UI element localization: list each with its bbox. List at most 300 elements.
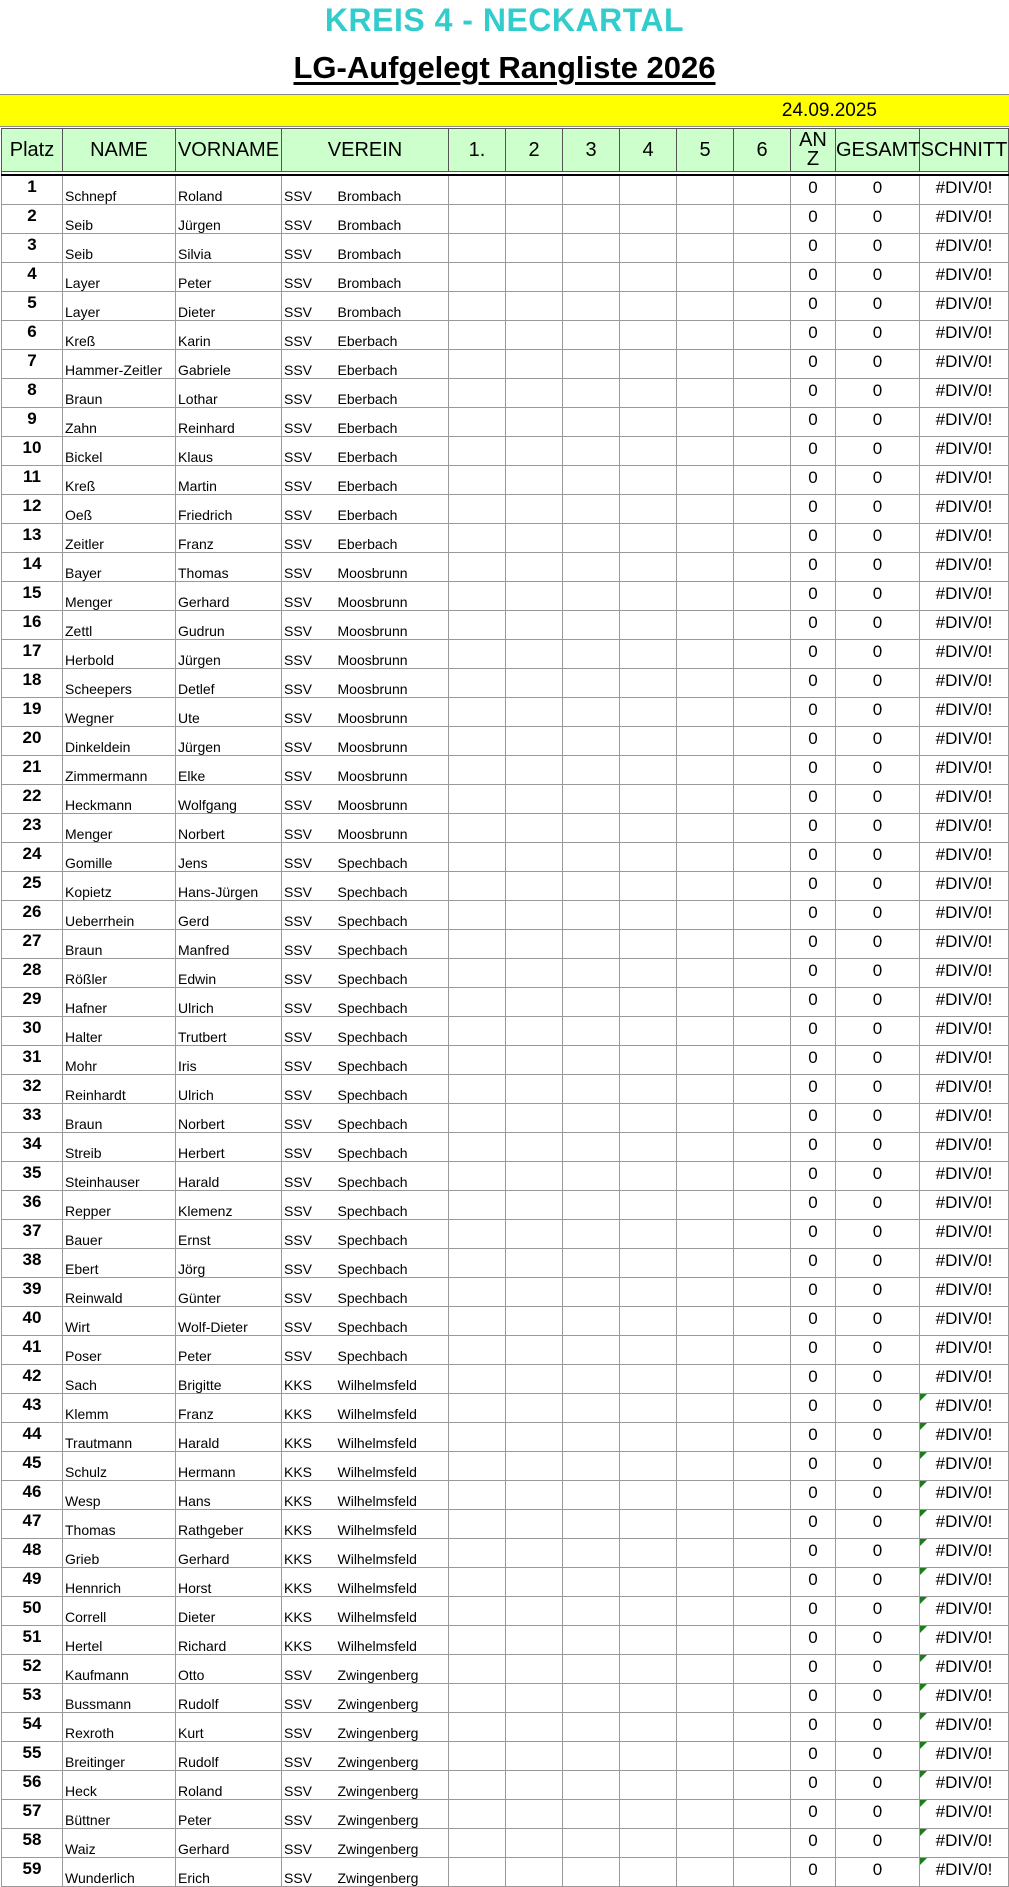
cell-vorname[interactable]: Elke: [176, 756, 282, 785]
cell-gesamt[interactable]: 0: [836, 669, 920, 698]
cell-anz[interactable]: 0: [791, 524, 836, 553]
cell-anz[interactable]: 0: [791, 785, 836, 814]
cell-round-4[interactable]: [620, 1104, 677, 1133]
cell-round-2[interactable]: [506, 1017, 563, 1046]
cell-vorname[interactable]: Jens: [176, 843, 282, 872]
cell-verein-typ[interactable]: SSV: [282, 1075, 336, 1104]
cell-round-4[interactable]: [620, 321, 677, 350]
cell-name[interactable]: Zettl: [63, 611, 176, 640]
cell-verein-ort[interactable]: Moosbrunn: [336, 698, 449, 727]
cell-verein-typ[interactable]: SSV: [282, 988, 336, 1017]
cell-round-6[interactable]: [734, 1858, 791, 1887]
cell-verein-typ[interactable]: SSV: [282, 814, 336, 843]
cell-name[interactable]: Reinhardt: [63, 1075, 176, 1104]
cell-verein-ort[interactable]: Moosbrunn: [336, 611, 449, 640]
cell-platz[interactable]: 1: [2, 175, 63, 205]
cell-name[interactable]: Klemm: [63, 1394, 176, 1423]
cell-vorname[interactable]: Ute: [176, 698, 282, 727]
cell-gesamt[interactable]: 0: [836, 1742, 920, 1771]
cell-round-4[interactable]: [620, 205, 677, 234]
cell-round-5[interactable]: [677, 1829, 734, 1858]
cell-round-6[interactable]: [734, 1568, 791, 1597]
cell-round-5[interactable]: [677, 959, 734, 988]
cell-name[interactable]: Seib: [63, 205, 176, 234]
cell-round-1[interactable]: [449, 1336, 506, 1365]
cell-gesamt[interactable]: 0: [836, 234, 920, 263]
cell-anz[interactable]: 0: [791, 1423, 836, 1452]
cell-name[interactable]: Hennrich: [63, 1568, 176, 1597]
cell-verein-ort[interactable]: Zwingenberg: [336, 1713, 449, 1742]
cell-round-3[interactable]: [563, 1742, 620, 1771]
cell-round-5[interactable]: [677, 901, 734, 930]
cell-verein-ort[interactable]: Brombach: [336, 263, 449, 292]
cell-round-4[interactable]: [620, 553, 677, 582]
cell-verein-typ[interactable]: SSV: [282, 1742, 336, 1771]
cell-verein-ort[interactable]: Zwingenberg: [336, 1800, 449, 1829]
cell-round-5[interactable]: [677, 437, 734, 466]
cell-vorname[interactable]: Norbert: [176, 1104, 282, 1133]
cell-verein-typ[interactable]: SSV: [282, 292, 336, 321]
cell-verein-typ[interactable]: KKS: [282, 1365, 336, 1394]
cell-round-3[interactable]: [563, 175, 620, 205]
cell-schnitt[interactable]: [920, 292, 1009, 321]
cell-schnitt[interactable]: [920, 727, 1009, 756]
cell-round-5[interactable]: [677, 1249, 734, 1278]
cell-gesamt[interactable]: 0: [836, 1336, 920, 1365]
cell-anz[interactable]: 0: [791, 495, 836, 524]
cell-round-2[interactable]: [506, 321, 563, 350]
cell-verein-typ[interactable]: SSV: [282, 234, 336, 263]
cell-round-2[interactable]: [506, 611, 563, 640]
cell-vorname[interactable]: Jürgen: [176, 205, 282, 234]
cell-round-6[interactable]: [734, 785, 791, 814]
cell-schnitt[interactable]: [920, 1017, 1009, 1046]
cell-vorname[interactable]: Richard: [176, 1626, 282, 1655]
cell-verein-ort[interactable]: Spechbach: [336, 1046, 449, 1075]
cell-round-3[interactable]: [563, 553, 620, 582]
cell-vorname[interactable]: Klaus: [176, 437, 282, 466]
cell-name[interactable]: Grieb: [63, 1539, 176, 1568]
cell-round-4[interactable]: [620, 930, 677, 959]
cell-round-6[interactable]: [734, 1742, 791, 1771]
cell-platz[interactable]: 33: [2, 1104, 63, 1133]
cell-name[interactable]: Herbold: [63, 640, 176, 669]
cell-name[interactable]: Kaufmann: [63, 1655, 176, 1684]
cell-verein-ort[interactable]: Wilhelmsfeld: [336, 1510, 449, 1539]
cell-verein-typ[interactable]: SSV: [282, 1162, 336, 1191]
cell-schnitt[interactable]: [920, 1771, 1009, 1800]
cell-verein-ort[interactable]: Zwingenberg: [336, 1858, 449, 1887]
cell-verein-ort[interactable]: Spechbach: [336, 988, 449, 1017]
cell-round-4[interactable]: [620, 640, 677, 669]
cell-round-5[interactable]: [677, 785, 734, 814]
cell-name[interactable]: Wirt: [63, 1307, 176, 1336]
cell-verein-typ[interactable]: SSV: [282, 1249, 336, 1278]
cell-schnitt[interactable]: [920, 553, 1009, 582]
cell-round-3[interactable]: [563, 988, 620, 1017]
cell-round-1[interactable]: [449, 1394, 506, 1423]
cell-round-4[interactable]: [620, 785, 677, 814]
cell-round-3[interactable]: [563, 292, 620, 321]
cell-name[interactable]: Zimmermann: [63, 756, 176, 785]
cell-platz[interactable]: 10: [2, 437, 63, 466]
cell-name[interactable]: Gomille: [63, 843, 176, 872]
cell-round-3[interactable]: [563, 1365, 620, 1394]
cell-schnitt[interactable]: [920, 1191, 1009, 1220]
cell-round-2[interactable]: [506, 379, 563, 408]
cell-verein-ort[interactable]: Spechbach: [336, 1336, 449, 1365]
cell-vorname[interactable]: Horst: [176, 1568, 282, 1597]
cell-name[interactable]: Breitinger: [63, 1742, 176, 1771]
cell-name[interactable]: Ebert: [63, 1249, 176, 1278]
cell-round-3[interactable]: [563, 901, 620, 930]
cell-round-4[interactable]: [620, 814, 677, 843]
cell-round-2[interactable]: [506, 669, 563, 698]
cell-round-4[interactable]: [620, 1597, 677, 1626]
cell-round-4[interactable]: [620, 1220, 677, 1249]
cell-platz[interactable]: 14: [2, 553, 63, 582]
cell-round-1[interactable]: [449, 756, 506, 785]
cell-round-1[interactable]: [449, 698, 506, 727]
cell-round-3[interactable]: [563, 1394, 620, 1423]
cell-schnitt[interactable]: [920, 1481, 1009, 1510]
cell-round-3[interactable]: [563, 1510, 620, 1539]
cell-round-1[interactable]: [449, 582, 506, 611]
cell-anz[interactable]: 0: [791, 1017, 836, 1046]
cell-platz[interactable]: 16: [2, 611, 63, 640]
cell-round-4[interactable]: [620, 466, 677, 495]
cell-platz[interactable]: 7: [2, 350, 63, 379]
cell-round-4[interactable]: [620, 1510, 677, 1539]
cell-anz[interactable]: 0: [791, 1452, 836, 1481]
cell-schnitt[interactable]: [920, 1046, 1009, 1075]
cell-anz[interactable]: 0: [791, 756, 836, 785]
cell-round-5[interactable]: [677, 756, 734, 785]
cell-round-3[interactable]: [563, 1684, 620, 1713]
cell-round-4[interactable]: [620, 582, 677, 611]
cell-name[interactable]: Heckmann: [63, 785, 176, 814]
cell-round-6[interactable]: [734, 292, 791, 321]
cell-schnitt[interactable]: [920, 1394, 1009, 1423]
cell-round-2[interactable]: [506, 1829, 563, 1858]
cell-verein-ort[interactable]: Brombach: [336, 234, 449, 263]
cell-verein-ort[interactable]: Wilhelmsfeld: [336, 1423, 449, 1452]
cell-round-6[interactable]: [734, 321, 791, 350]
cell-anz[interactable]: 0: [791, 1481, 836, 1510]
cell-vorname[interactable]: Harald: [176, 1162, 282, 1191]
cell-round-6[interactable]: [734, 1220, 791, 1249]
cell-verein-typ[interactable]: SSV: [282, 1684, 336, 1713]
cell-anz[interactable]: 0: [791, 901, 836, 930]
cell-schnitt[interactable]: [920, 1307, 1009, 1336]
cell-name[interactable]: Hafner: [63, 988, 176, 1017]
cell-round-6[interactable]: [734, 175, 791, 205]
cell-round-6[interactable]: [734, 1684, 791, 1713]
cell-round-4[interactable]: [620, 1336, 677, 1365]
cell-vorname[interactable]: Norbert: [176, 814, 282, 843]
cell-round-6[interactable]: [734, 872, 791, 901]
cell-round-6[interactable]: [734, 350, 791, 379]
cell-round-6[interactable]: [734, 814, 791, 843]
cell-verein-typ[interactable]: SSV: [282, 1858, 336, 1887]
cell-round-5[interactable]: [677, 640, 734, 669]
cell-vorname[interactable]: Trutbert: [176, 1017, 282, 1046]
cell-verein-ort[interactable]: Spechbach: [336, 843, 449, 872]
cell-round-5[interactable]: [677, 1742, 734, 1771]
cell-vorname[interactable]: Jörg: [176, 1249, 282, 1278]
cell-verein-ort[interactable]: Eberbach: [336, 379, 449, 408]
cell-platz[interactable]: 39: [2, 1278, 63, 1307]
cell-name[interactable]: Repper: [63, 1191, 176, 1220]
cell-verein-typ[interactable]: KKS: [282, 1568, 336, 1597]
cell-round-3[interactable]: [563, 1162, 620, 1191]
cell-schnitt[interactable]: [920, 379, 1009, 408]
cell-round-1[interactable]: [449, 727, 506, 756]
cell-round-2[interactable]: [506, 1220, 563, 1249]
cell-vorname[interactable]: Gerd: [176, 901, 282, 930]
cell-vorname[interactable]: Roland: [176, 1771, 282, 1800]
cell-schnitt[interactable]: [920, 698, 1009, 727]
cell-verein-typ[interactable]: SSV: [282, 582, 336, 611]
cell-gesamt[interactable]: 0: [836, 1307, 920, 1336]
cell-round-1[interactable]: [449, 611, 506, 640]
cell-verein-typ[interactable]: SSV: [282, 727, 336, 756]
cell-round-4[interactable]: [620, 1191, 677, 1220]
cell-schnitt[interactable]: [920, 1075, 1009, 1104]
cell-round-2[interactable]: [506, 872, 563, 901]
cell-verein-typ[interactable]: SSV: [282, 959, 336, 988]
cell-round-2[interactable]: [506, 437, 563, 466]
cell-gesamt[interactable]: 0: [836, 1452, 920, 1481]
cell-anz[interactable]: 0: [791, 1684, 836, 1713]
cell-anz[interactable]: 0: [791, 582, 836, 611]
cell-round-1[interactable]: [449, 988, 506, 1017]
cell-round-1[interactable]: [449, 175, 506, 205]
cell-vorname[interactable]: Iris: [176, 1046, 282, 1075]
cell-round-5[interactable]: [677, 1597, 734, 1626]
cell-round-1[interactable]: [449, 930, 506, 959]
cell-round-5[interactable]: [677, 1655, 734, 1684]
cell-vorname[interactable]: Brigitte: [176, 1365, 282, 1394]
cell-vorname[interactable]: Detlef: [176, 669, 282, 698]
cell-round-1[interactable]: [449, 1800, 506, 1829]
cell-platz[interactable]: 29: [2, 988, 63, 1017]
cell-round-3[interactable]: [563, 959, 620, 988]
cell-platz[interactable]: 46: [2, 1481, 63, 1510]
cell-round-3[interactable]: [563, 379, 620, 408]
cell-vorname[interactable]: Otto: [176, 1655, 282, 1684]
cell-verein-typ[interactable]: SSV: [282, 640, 336, 669]
cell-round-5[interactable]: [677, 553, 734, 582]
cell-platz[interactable]: 34: [2, 1133, 63, 1162]
cell-round-5[interactable]: [677, 495, 734, 524]
cell-verein-typ[interactable]: SSV: [282, 1655, 336, 1684]
cell-name[interactable]: Braun: [63, 1104, 176, 1133]
cell-gesamt[interactable]: 0: [836, 1133, 920, 1162]
cell-anz[interactable]: 0: [791, 553, 836, 582]
cell-anz[interactable]: 0: [791, 1307, 836, 1336]
cell-verein-ort[interactable]: Spechbach: [336, 1278, 449, 1307]
cell-round-1[interactable]: [449, 640, 506, 669]
cell-anz[interactable]: 0: [791, 263, 836, 292]
cell-round-3[interactable]: [563, 1191, 620, 1220]
cell-round-2[interactable]: [506, 1800, 563, 1829]
cell-name[interactable]: Bussmann: [63, 1684, 176, 1713]
cell-gesamt[interactable]: 0: [836, 872, 920, 901]
cell-round-2[interactable]: [506, 756, 563, 785]
cell-vorname[interactable]: Hans-Jürgen: [176, 872, 282, 901]
cell-verein-typ[interactable]: SSV: [282, 901, 336, 930]
cell-round-2[interactable]: [506, 1684, 563, 1713]
cell-round-3[interactable]: [563, 582, 620, 611]
cell-verein-typ[interactable]: SSV: [282, 1829, 336, 1858]
cell-vorname[interactable]: Rudolf: [176, 1742, 282, 1771]
cell-name[interactable]: Kopietz: [63, 872, 176, 901]
cell-gesamt[interactable]: 0: [836, 1655, 920, 1684]
cell-verein-ort[interactable]: Eberbach: [336, 350, 449, 379]
cell-name[interactable]: Braun: [63, 379, 176, 408]
cell-schnitt[interactable]: [920, 1829, 1009, 1858]
cell-round-2[interactable]: [506, 1452, 563, 1481]
cell-round-2[interactable]: [506, 582, 563, 611]
cell-vorname[interactable]: Dieter: [176, 292, 282, 321]
cell-platz[interactable]: 44: [2, 1423, 63, 1452]
cell-name[interactable]: Dinkeldein: [63, 727, 176, 756]
cell-round-4[interactable]: [620, 1452, 677, 1481]
cell-round-5[interactable]: [677, 669, 734, 698]
cell-round-6[interactable]: [734, 988, 791, 1017]
cell-anz[interactable]: 0: [791, 1510, 836, 1539]
cell-schnitt[interactable]: [920, 1336, 1009, 1365]
cell-round-6[interactable]: [734, 843, 791, 872]
cell-round-5[interactable]: [677, 814, 734, 843]
cell-anz[interactable]: 0: [791, 408, 836, 437]
cell-name[interactable]: Sach: [63, 1365, 176, 1394]
cell-schnitt[interactable]: [920, 1568, 1009, 1597]
cell-platz[interactable]: 22: [2, 785, 63, 814]
cell-platz[interactable]: 36: [2, 1191, 63, 1220]
cell-gesamt[interactable]: 0: [836, 437, 920, 466]
cell-round-2[interactable]: [506, 1307, 563, 1336]
cell-round-2[interactable]: [506, 1597, 563, 1626]
cell-gesamt[interactable]: 0: [836, 1626, 920, 1655]
cell-round-4[interactable]: [620, 175, 677, 205]
cell-schnitt[interactable]: [920, 495, 1009, 524]
cell-name[interactable]: Oeß: [63, 495, 176, 524]
cell-verein-ort[interactable]: Spechbach: [336, 1017, 449, 1046]
cell-platz[interactable]: 18: [2, 669, 63, 698]
cell-round-2[interactable]: [506, 175, 563, 205]
cell-round-1[interactable]: [449, 1017, 506, 1046]
cell-name[interactable]: Büttner: [63, 1800, 176, 1829]
cell-gesamt[interactable]: 0: [836, 175, 920, 205]
cell-verein-typ[interactable]: SSV: [282, 553, 336, 582]
cell-vorname[interactable]: Franz: [176, 524, 282, 553]
cell-gesamt[interactable]: 0: [836, 1481, 920, 1510]
cell-round-1[interactable]: [449, 1307, 506, 1336]
cell-round-3[interactable]: [563, 1452, 620, 1481]
cell-name[interactable]: Bayer: [63, 553, 176, 582]
cell-gesamt[interactable]: 0: [836, 524, 920, 553]
cell-round-6[interactable]: [734, 727, 791, 756]
cell-platz[interactable]: 59: [2, 1858, 63, 1887]
cell-anz[interactable]: 0: [791, 640, 836, 669]
cell-gesamt[interactable]: 0: [836, 553, 920, 582]
cell-platz[interactable]: 21: [2, 756, 63, 785]
cell-anz[interactable]: 0: [791, 379, 836, 408]
cell-round-2[interactable]: [506, 843, 563, 872]
cell-anz[interactable]: 0: [791, 1162, 836, 1191]
cell-schnitt[interactable]: [920, 234, 1009, 263]
cell-schnitt[interactable]: [920, 1510, 1009, 1539]
cell-schnitt[interactable]: [920, 1800, 1009, 1829]
cell-round-1[interactable]: [449, 1626, 506, 1655]
cell-round-1[interactable]: [449, 1278, 506, 1307]
cell-round-1[interactable]: [449, 1539, 506, 1568]
cell-verein-ort[interactable]: Zwingenberg: [336, 1771, 449, 1800]
cell-round-6[interactable]: [734, 1655, 791, 1684]
cell-platz[interactable]: 4: [2, 263, 63, 292]
cell-gesamt[interactable]: 0: [836, 959, 920, 988]
cell-round-6[interactable]: [734, 495, 791, 524]
cell-round-4[interactable]: [620, 1133, 677, 1162]
cell-round-6[interactable]: [734, 1278, 791, 1307]
cell-round-3[interactable]: [563, 756, 620, 785]
cell-round-3[interactable]: [563, 1278, 620, 1307]
cell-round-4[interactable]: [620, 1713, 677, 1742]
cell-gesamt[interactable]: 0: [836, 466, 920, 495]
cell-verein-ort[interactable]: Wilhelmsfeld: [336, 1365, 449, 1394]
cell-round-3[interactable]: [563, 263, 620, 292]
cell-vorname[interactable]: Ulrich: [176, 1075, 282, 1104]
cell-platz[interactable]: 20: [2, 727, 63, 756]
cell-round-2[interactable]: [506, 901, 563, 930]
cell-round-6[interactable]: [734, 234, 791, 263]
cell-verein-ort[interactable]: Spechbach: [336, 1104, 449, 1133]
cell-vorname[interactable]: Klemenz: [176, 1191, 282, 1220]
cell-round-2[interactable]: [506, 292, 563, 321]
cell-round-1[interactable]: [449, 1481, 506, 1510]
cell-round-4[interactable]: [620, 669, 677, 698]
cell-verein-ort[interactable]: Eberbach: [336, 524, 449, 553]
cell-round-5[interactable]: [677, 611, 734, 640]
cell-schnitt[interactable]: [920, 1713, 1009, 1742]
cell-round-2[interactable]: [506, 1365, 563, 1394]
cell-platz[interactable]: 6: [2, 321, 63, 350]
cell-round-3[interactable]: [563, 930, 620, 959]
cell-round-3[interactable]: [563, 1800, 620, 1829]
cell-round-1[interactable]: [449, 1075, 506, 1104]
cell-round-3[interactable]: [563, 785, 620, 814]
cell-round-5[interactable]: [677, 524, 734, 553]
cell-round-1[interactable]: [449, 1858, 506, 1887]
cell-round-6[interactable]: [734, 1249, 791, 1278]
cell-verein-typ[interactable]: SSV: [282, 1713, 336, 1742]
cell-anz[interactable]: 0: [791, 1365, 836, 1394]
cell-gesamt[interactable]: 0: [836, 814, 920, 843]
cell-anz[interactable]: 0: [791, 814, 836, 843]
cell-vorname[interactable]: Wolf-Dieter: [176, 1307, 282, 1336]
cell-round-1[interactable]: [449, 1742, 506, 1771]
cell-verein-typ[interactable]: SSV: [282, 1191, 336, 1220]
cell-gesamt[interactable]: 0: [836, 1858, 920, 1887]
cell-gesamt[interactable]: 0: [836, 901, 920, 930]
cell-round-2[interactable]: [506, 263, 563, 292]
cell-verein-ort[interactable]: Eberbach: [336, 437, 449, 466]
cell-round-5[interactable]: [677, 1452, 734, 1481]
cell-vorname[interactable]: Wolfgang: [176, 785, 282, 814]
cell-round-2[interactable]: [506, 1568, 563, 1597]
